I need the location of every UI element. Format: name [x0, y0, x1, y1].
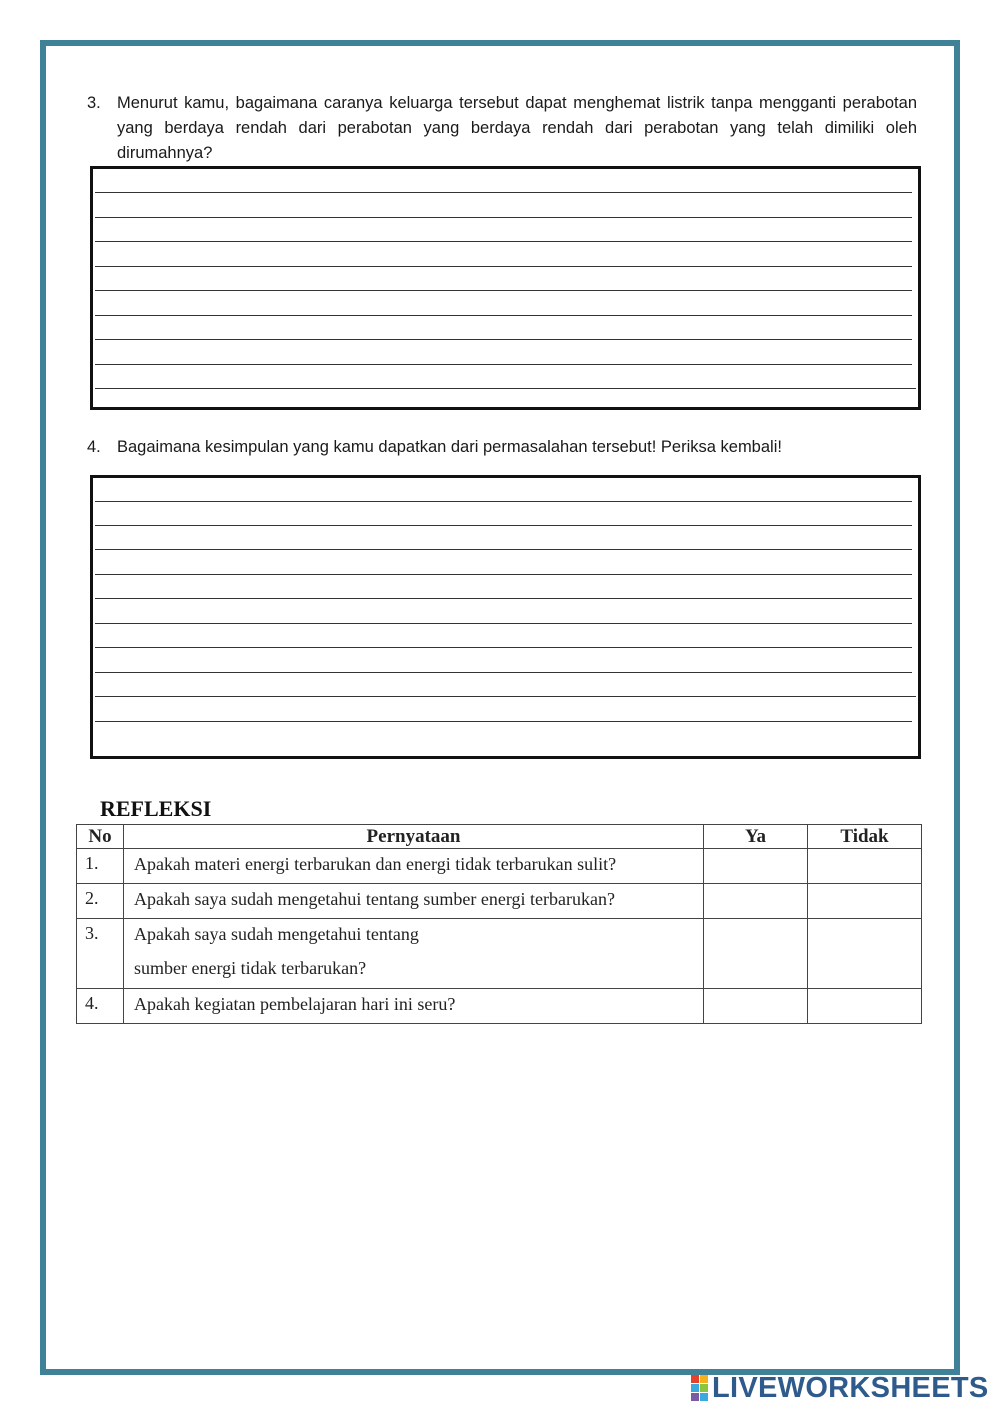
answer-line	[95, 525, 912, 526]
answer-yes-cell[interactable]	[704, 884, 808, 919]
row-statement: Apakah saya sudah mengetahui tentang sumber energi tidak terbarukan?	[124, 919, 704, 989]
answer-no-cell[interactable]	[808, 989, 922, 1024]
answer-line	[95, 241, 912, 242]
answer-no-cell[interactable]	[808, 919, 922, 989]
question-text: Bagaimana kesimpulan yang kamu dapatkan dari permasalahan tersebut! Periksa kembali!	[117, 438, 782, 456]
question-number: 4.	[87, 438, 101, 456]
answer-line	[95, 388, 916, 389]
table-row	[77, 884, 922, 919]
table-row	[77, 919, 922, 989]
answer-yes-cell[interactable]	[704, 849, 808, 884]
answer-line	[95, 339, 912, 340]
answer-no-cell[interactable]	[808, 884, 922, 919]
question-number: 3.	[87, 94, 101, 112]
question-3	[87, 91, 917, 166]
row-statement: Apakah materi energi terbarukan dan energi tidak terbarukan sulit?	[124, 849, 704, 884]
answer-line	[95, 217, 912, 218]
answer-yes-cell[interactable]	[704, 919, 808, 989]
logo-blocks-icon	[691, 1375, 708, 1401]
answer-box-4[interactable]	[90, 475, 921, 759]
answer-line	[95, 290, 912, 291]
answer-yes-cell[interactable]	[704, 989, 808, 1024]
row-statement: Apakah kegiatan pembelajaran hari ini seru?	[124, 989, 704, 1024]
table-row	[77, 989, 922, 1024]
liveworksheets-logo	[691, 1373, 989, 1403]
answer-line	[95, 623, 912, 624]
answer-line	[95, 721, 912, 722]
row-statement: Apakah saya sudah mengetahui tentang sumber energi terbarukan?	[124, 884, 704, 919]
question-4	[87, 435, 917, 460]
answer-box-3[interactable]	[90, 166, 921, 410]
row-number: 1.	[77, 849, 124, 884]
answer-line	[95, 315, 912, 316]
answer-line	[95, 549, 912, 550]
answer-line	[95, 647, 912, 648]
question-text: Menurut kamu, bagaimana caranya keluarga tersebut dapat menghemat listrik tanpa mengganti perabotan yang berdaya rendah dari perabotan yang berdaya rendah dari perabotan yang telah dimiliki oleh dirumahnya?	[117, 94, 917, 162]
answer-line	[95, 574, 912, 575]
reflection-table	[76, 824, 922, 1024]
brand-name: LIVEWORKSHEETS	[712, 1371, 989, 1404]
answer-no-cell[interactable]	[808, 849, 922, 884]
reflection-title: REFLEKSI	[100, 796, 212, 821]
row-number: 3.	[77, 919, 124, 989]
header-no: No	[77, 825, 124, 849]
answer-line	[95, 266, 912, 267]
answer-line	[95, 192, 912, 193]
answer-line	[95, 598, 912, 599]
row-number: 4.	[77, 989, 124, 1024]
row-number: 2.	[77, 884, 124, 919]
table-header-row	[77, 825, 922, 849]
header-yes: Ya	[704, 825, 808, 849]
header-no-answer: Tidak	[808, 825, 922, 849]
table-row	[77, 849, 922, 884]
answer-line	[95, 672, 912, 673]
answer-line	[95, 364, 912, 365]
answer-line	[95, 696, 916, 697]
header-statement: Pernyataan	[124, 825, 704, 849]
answer-line	[95, 501, 912, 502]
